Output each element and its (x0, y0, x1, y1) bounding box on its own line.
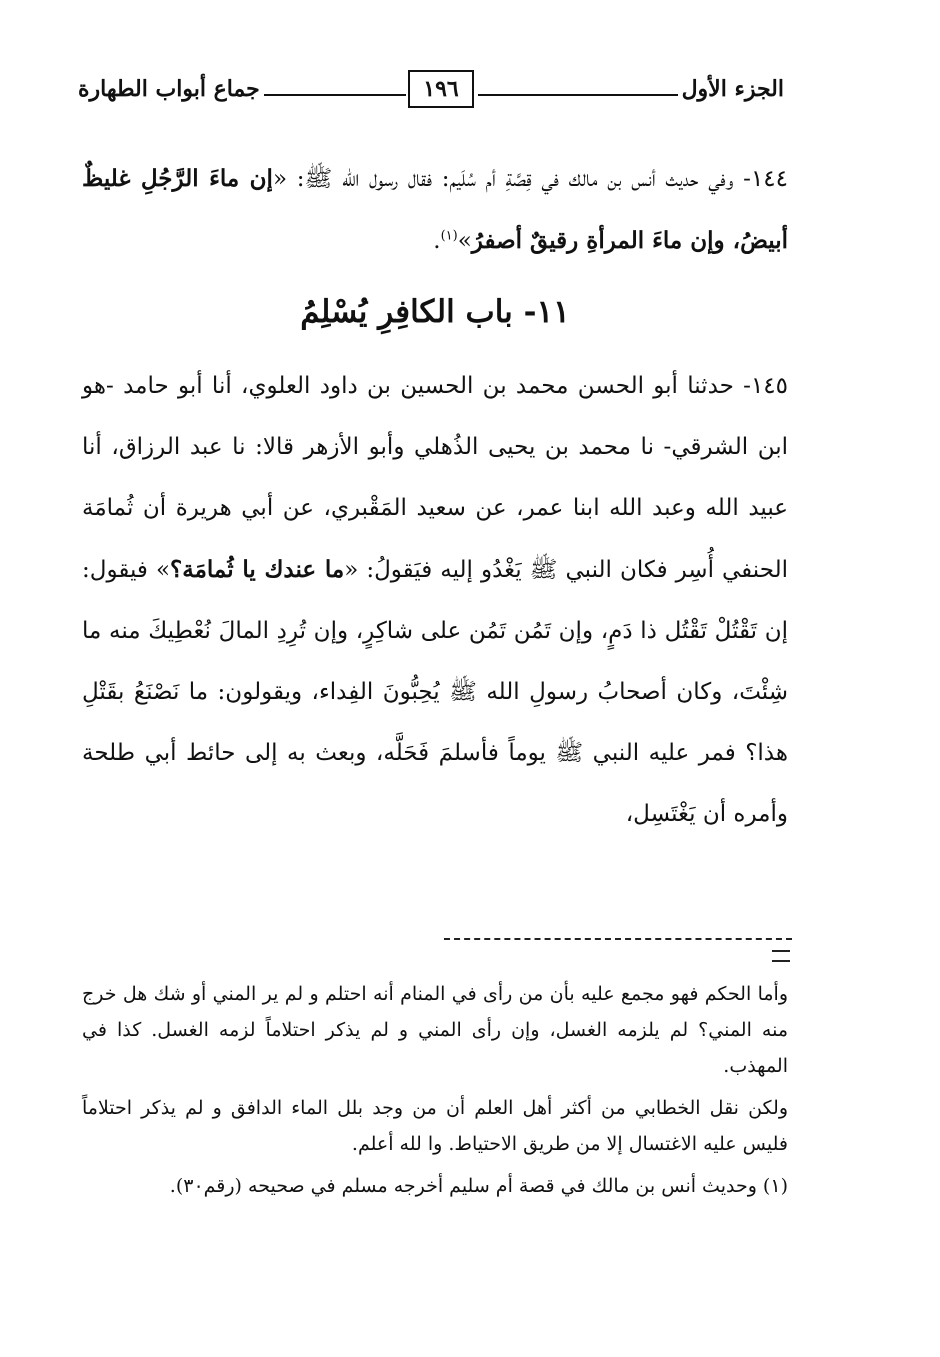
page-number-box: ١٩٦ (408, 70, 474, 108)
footnotes (82, 976, 788, 1210)
running-header (78, 76, 790, 124)
hadith-145-part2: » فيقول: إن تَقْتُلْ تَقْتُل ذا دَمٍ، وإن تَمُن تَمُن على شاكِرٍ، وإن تُرِدِ المالَ نُعْطِيكَ منه ما شِئْتَ، وكان أصحابُ رسولِ الله ﷺ يُحِبُّونَ الفِداء، ويقولون: ما نَصْنَعُ بقَتْلِ هذا؟ فمر عليه النبي ﷺ يوماً فأسلمَ فَحَلَّه، وبعث به إلى حائط أبي طلحة وأمره أن يَغْتَسِل، (82, 557, 788, 827)
footnote-mark: (١) (440, 228, 458, 244)
footnote-continued-para-1: وأما الحكم فهو مجمع عليه بأن من رأى في المنام أنه احتلم و لم ير المني أو شك هل خرج منه المني؟ لم يلزمه الغسل، وإن رأى المني و لم يذكر احتلاماً لزمه الغسل. كذا في المهذب. (82, 983, 788, 1077)
main-text (82, 148, 788, 845)
footnote-continuation-mark (772, 950, 790, 962)
hadith-144-end: . (433, 228, 441, 254)
header-rule-right (478, 94, 678, 96)
footnote-continued-para-2: ولكن نقل الخطابي من أكثر أهل العلم أن من وجد بلل الماء الدافق و لم يذكر احتلاماً فليس عليه الاغتسال إلا من طريق الاحتياط. وا لله أعلم. (82, 1097, 788, 1155)
chapter-title: ١١- باب الكافِرِ يُسْلِمُ (300, 294, 570, 330)
hadith-144 (82, 148, 788, 272)
hadith-145-part1: ١٤٥- حدثنا أبو الحسن محمد بن الحسين بن داود العلوي، أنا أبو حامد -هو ابن الشرقي- نا محمد بن يحيى الذُهلي وأبو الأزهر قالا: نا عبد الرزاق، أنا عبيد الله وعبد الله ابنا عمر، عن سعيد المَقْبري، عن أبي هريرة أن ثُمامَة الحنفي أُسِر فكان النبي ﷺ يَغْدُو إليه فيَقولُ: « (82, 373, 788, 583)
header-rule-left (264, 94, 406, 96)
footnote-1: (١) وحديث أنس بن مالك في قصة أم سليم أخرجه مسلم في صحيحه (رقم٣٠). (169, 1175, 788, 1197)
hadith-145 (82, 356, 788, 845)
footnote-separator (444, 938, 792, 940)
hadith-144-intro: ١٤٤- وفي حديث أنس بن مالك في قِصَّةِ أم سُلَيم: فقال رسول الله ﷺ: « (272, 166, 788, 192)
volume-label: الجزء الأول (681, 76, 784, 102)
book-section-label: جماع أبواب الطهارة (78, 76, 260, 102)
hadith-144-close: » (457, 228, 472, 254)
hadith-144-quote: إن ماءَ الرَّجُلِ غليظٌ أبيضُ، وإن ماءَ المرأةِ رقيقٌ أصفرُ (82, 165, 788, 254)
hadith-145-quote: ما عندك يا ثُمامَة؟ (170, 556, 345, 583)
